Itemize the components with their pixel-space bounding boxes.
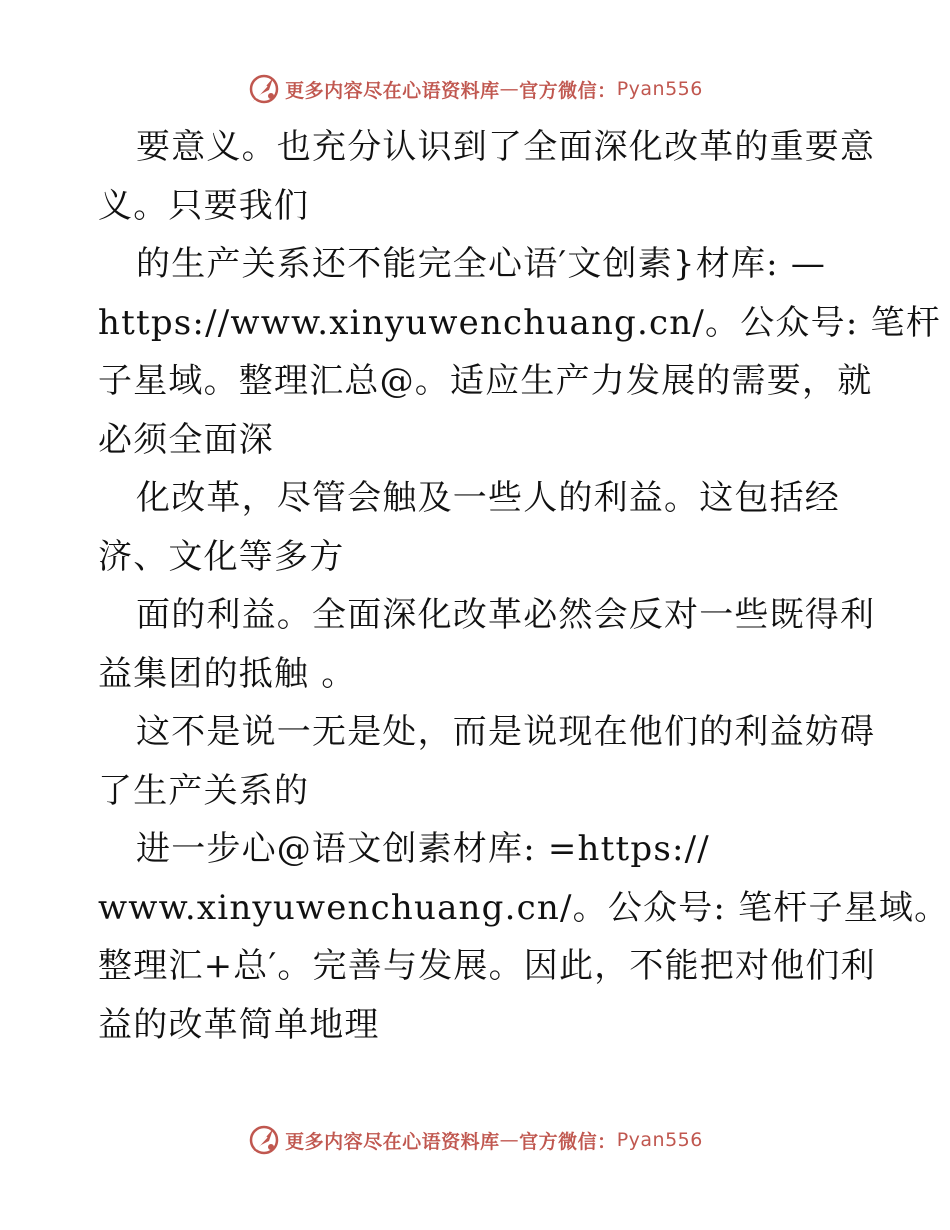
text-line: 要意义。也充分认识到了全面深化改革的重要意	[136, 127, 876, 167]
document-body	[98, 118, 950, 1054]
text-line: 了生产关系的	[98, 770, 310, 811]
banner-wechat-id: Pyan556	[616, 1129, 703, 1151]
banner-main-text: 更多内容尽在心语资料库	[285, 79, 500, 102]
text-line: 整理汇+总′。完善与发展。因此，不能把对他们利	[98, 946, 876, 986]
text-line: 化改革，尽管会触及一些人的利益。这包括经	[136, 478, 840, 518]
quill-logo-icon	[247, 72, 281, 106]
text-line: 面的利益。全面深化改革必然会反对一些既得利	[136, 595, 876, 635]
quill-logo-icon	[247, 1123, 281, 1157]
footer-banner	[0, 1123, 950, 1157]
text-line: 益的改革简单地理	[98, 1004, 380, 1045]
text-line: 益集团的抵触 。	[98, 653, 357, 694]
banner-wechat-id: Pyan556	[616, 78, 703, 100]
header-banner	[0, 72, 950, 106]
text-line: 这不是说一无是处，而是说现在他们的利益妨碍	[136, 712, 876, 752]
banner-dash: —	[499, 78, 520, 100]
banner-wechat-label: 官方微信：	[519, 79, 617, 102]
text-line: 的生产关系还不能完全心语′文创素}材库: —	[136, 244, 827, 284]
banner-wechat-label: 官方微信：	[519, 1130, 617, 1153]
banner-dash: —	[499, 1129, 520, 1151]
text-line: 义。只要我们	[98, 185, 310, 226]
text-line: www.xinyuwenchuang.cn/。公众号: 笔杆子星域。	[98, 887, 950, 928]
text-line: 必须全面深	[98, 419, 274, 460]
text-line: 子星域。整理汇总@。适应生产力发展的需要，就	[98, 361, 873, 401]
banner-main-text: 更多内容尽在心语资料库	[285, 1130, 500, 1153]
text-line: https://www.xinyuwenchuang.cn/。公众号: 笔杆	[98, 302, 941, 343]
text-line: 济、文化等多方	[98, 536, 345, 577]
text-line: 进一步心@语文创素材库: =https://	[136, 829, 710, 869]
